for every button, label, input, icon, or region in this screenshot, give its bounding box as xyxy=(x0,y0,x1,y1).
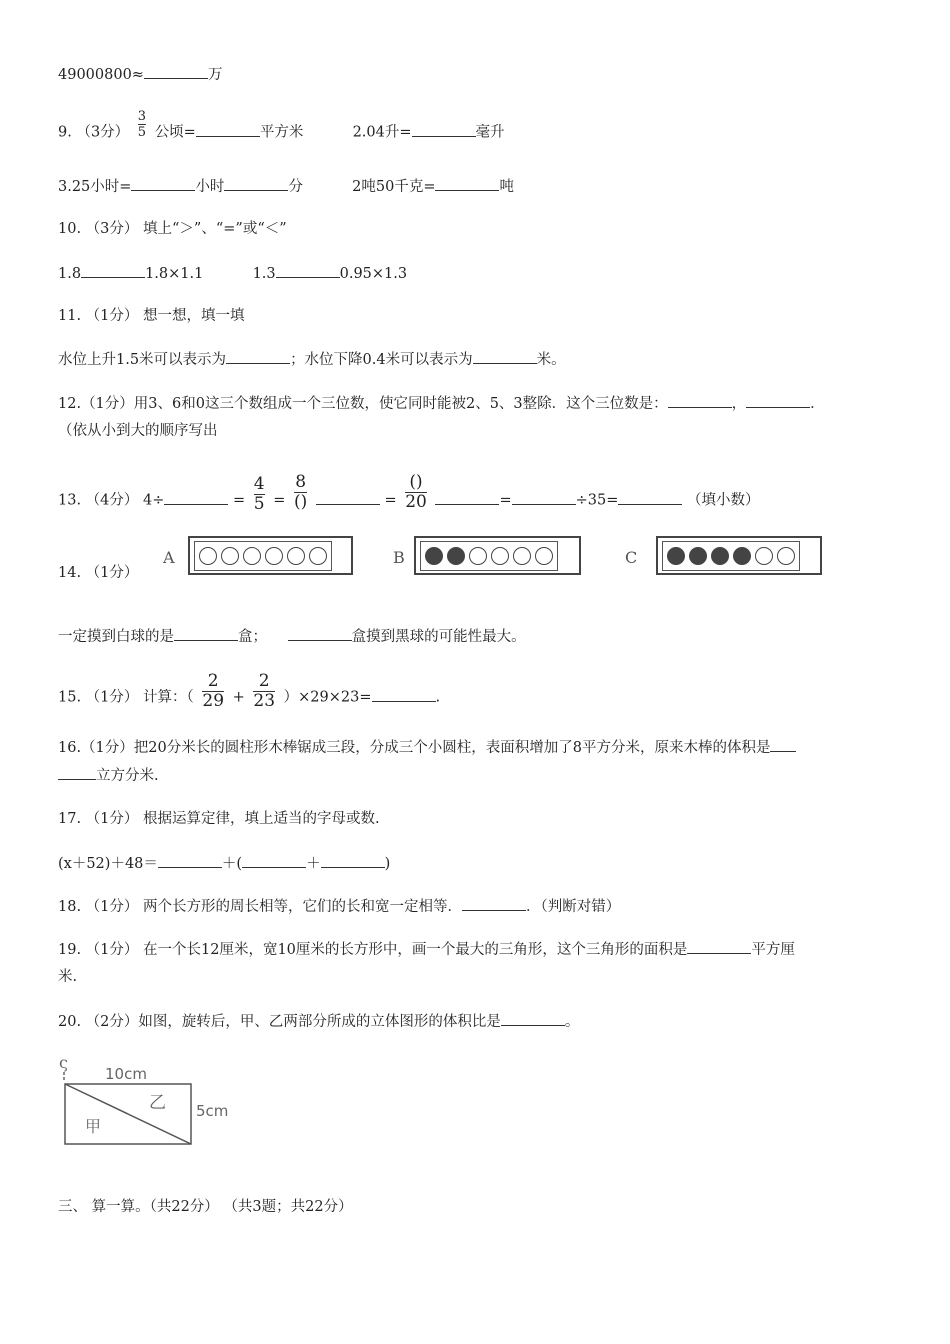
section-3-heading: 三、 算一算。（共22分） （共3题；共22分） xyxy=(58,1199,353,1215)
answer-blank[interactable] xyxy=(242,853,306,868)
top-length-label: 10cm xyxy=(105,1065,147,1083)
white-ball xyxy=(513,547,531,565)
black-ball xyxy=(733,547,751,565)
ball-box-c xyxy=(656,536,822,575)
question-17: 17. （1分） 根据运算定律，填上适当的字母或数. xyxy=(58,811,380,827)
answer-blank[interactable] xyxy=(158,853,222,868)
rotation-figure xyxy=(55,1050,255,1150)
answer-blank[interactable] xyxy=(321,853,385,868)
answer-blank[interactable] xyxy=(435,490,499,505)
white-ball xyxy=(243,547,261,565)
answer-blank[interactable] xyxy=(196,122,260,137)
answer-blank[interactable] xyxy=(501,1011,565,1026)
part-yi-label: 乙 xyxy=(149,1093,166,1113)
answer-blank[interactable] xyxy=(412,122,476,137)
answer-blank[interactable] xyxy=(224,176,288,191)
question-19: 19. （1分） 在一个长12厘米，宽10厘米的长方形中，画一个最大的三角形，这个三角形的面积是 平方厘 xyxy=(58,939,795,960)
white-ball xyxy=(199,547,217,565)
ball-box-b xyxy=(414,536,581,575)
white-ball xyxy=(755,547,773,565)
question-17-line2: (x＋52)＋48＝ ＋( ＋ ) xyxy=(58,853,390,874)
white-ball xyxy=(221,547,239,565)
question-12-line2: （依从小到大的顺序写出 xyxy=(58,423,218,439)
answer-blank[interactable] xyxy=(687,939,751,954)
question-12: 12.（1分）用3、6和0这三个数组成一个三位数，使它同时能被2、5、3整除．这个三位数是： ， ． xyxy=(58,393,825,414)
answer-blank[interactable] xyxy=(81,263,145,278)
answer-blank[interactable] xyxy=(770,737,796,752)
answer-blank[interactable] xyxy=(276,263,340,278)
answer-blank[interactable] xyxy=(288,626,352,641)
white-ball xyxy=(287,547,305,565)
question-10: 10. （3分） 填上“＞”、“=”或“＜” xyxy=(58,221,287,237)
answer-blank[interactable] xyxy=(473,349,537,364)
answer-blank[interactable] xyxy=(131,176,195,191)
question-9-line2: 3.25小时= 小时 分 2吨50千克= 吨 xyxy=(58,176,514,197)
box-label-b: B xyxy=(393,548,405,567)
answer-blank[interactable] xyxy=(58,765,96,780)
fraction: $\frac{()}{20}$ xyxy=(405,472,427,512)
question-14: 14. （1分） xyxy=(58,565,139,581)
black-ball xyxy=(447,547,465,565)
question-13: 13. （4分） 4÷ = $\frac{4}{5}$ = $\frac{8}{()}$ = $\frac{()}{20}$ = ÷35= （填小数） xyxy=(58,472,760,514)
question-16: 16.（1分）把20分米长的圆柱形木棒锯成三段，分成三个小圆柱，表面积增加了8平方分米，原来木棒的体积是 xyxy=(58,737,796,758)
fraction: $\frac{2}{29}$ xyxy=(202,671,225,711)
fraction: $\frac{2}{23}$ xyxy=(253,671,276,711)
question-9: 9. （3分） $\frac{3}{5}$ 公顷= 平方米 2.04升= 毫升 xyxy=(58,109,505,141)
part-jia-label: 甲 xyxy=(85,1117,102,1136)
black-ball xyxy=(425,547,443,565)
fraction: $\frac{3}{5}$ xyxy=(137,109,147,140)
answer-blank[interactable] xyxy=(746,393,810,408)
question-16-line2: 立方分米. xyxy=(58,765,159,786)
question-15: 15. （1分） 计算：（ $\frac{2}{29}$ + $\frac{2}{23}$ ）×29×23= . xyxy=(58,671,441,711)
answer-blank[interactable] xyxy=(435,176,499,191)
fraction: $\frac{4}{5}$ xyxy=(253,474,265,514)
question-18: 18. （1分） 两个长方形的周长相等，它们的长和宽一定相等． ．（判断对错） xyxy=(58,896,620,917)
white-ball xyxy=(777,547,795,565)
answer-blank[interactable] xyxy=(512,490,576,505)
white-ball xyxy=(535,547,553,565)
question-11: 11. （1分） 想一想，填一填 xyxy=(58,308,245,324)
answer-blank[interactable] xyxy=(174,626,238,641)
white-ball xyxy=(469,547,487,565)
answer-blank[interactable] xyxy=(144,64,208,79)
answer-blank[interactable] xyxy=(226,349,290,364)
answer-blank[interactable] xyxy=(668,393,732,408)
question-11-line2: 水位上升1.5米可以表示为 ；水位下降0.4米可以表示为 米。 xyxy=(58,349,566,370)
black-ball xyxy=(711,547,729,565)
white-ball xyxy=(491,547,509,565)
diagonal xyxy=(65,1084,191,1144)
box-label-c: C xyxy=(625,548,638,567)
fraction: $\frac{8}{()}$ xyxy=(293,472,308,512)
answer-blank[interactable] xyxy=(164,490,228,505)
answer-blank[interactable] xyxy=(618,490,682,505)
question-19-line2: 米. xyxy=(58,969,78,985)
answer-blank[interactable] xyxy=(372,687,436,702)
question-10-line2: 1.8 1.8×1.1 1.3 0.95×1.3 xyxy=(58,263,407,284)
question-20: 20. （2分）如图，旋转后，甲、乙两部分所成的立体图形的体积比是 。 xyxy=(58,1011,579,1032)
white-ball xyxy=(265,547,283,565)
axis-symbol: ς xyxy=(59,1053,68,1072)
q8-tail: 49000800≈ 万 xyxy=(58,64,222,85)
question-14-line2: 一定摸到白球的是 盒； 盒摸到黑球的可能性最大。 xyxy=(58,626,526,647)
side-length-label: 5cm xyxy=(196,1102,229,1120)
black-ball xyxy=(667,547,685,565)
ball-box-a xyxy=(188,536,353,575)
answer-blank[interactable] xyxy=(462,896,526,911)
black-ball xyxy=(689,547,707,565)
box-label-a: A xyxy=(163,548,175,567)
white-ball xyxy=(309,547,327,565)
answer-blank[interactable] xyxy=(316,490,380,505)
